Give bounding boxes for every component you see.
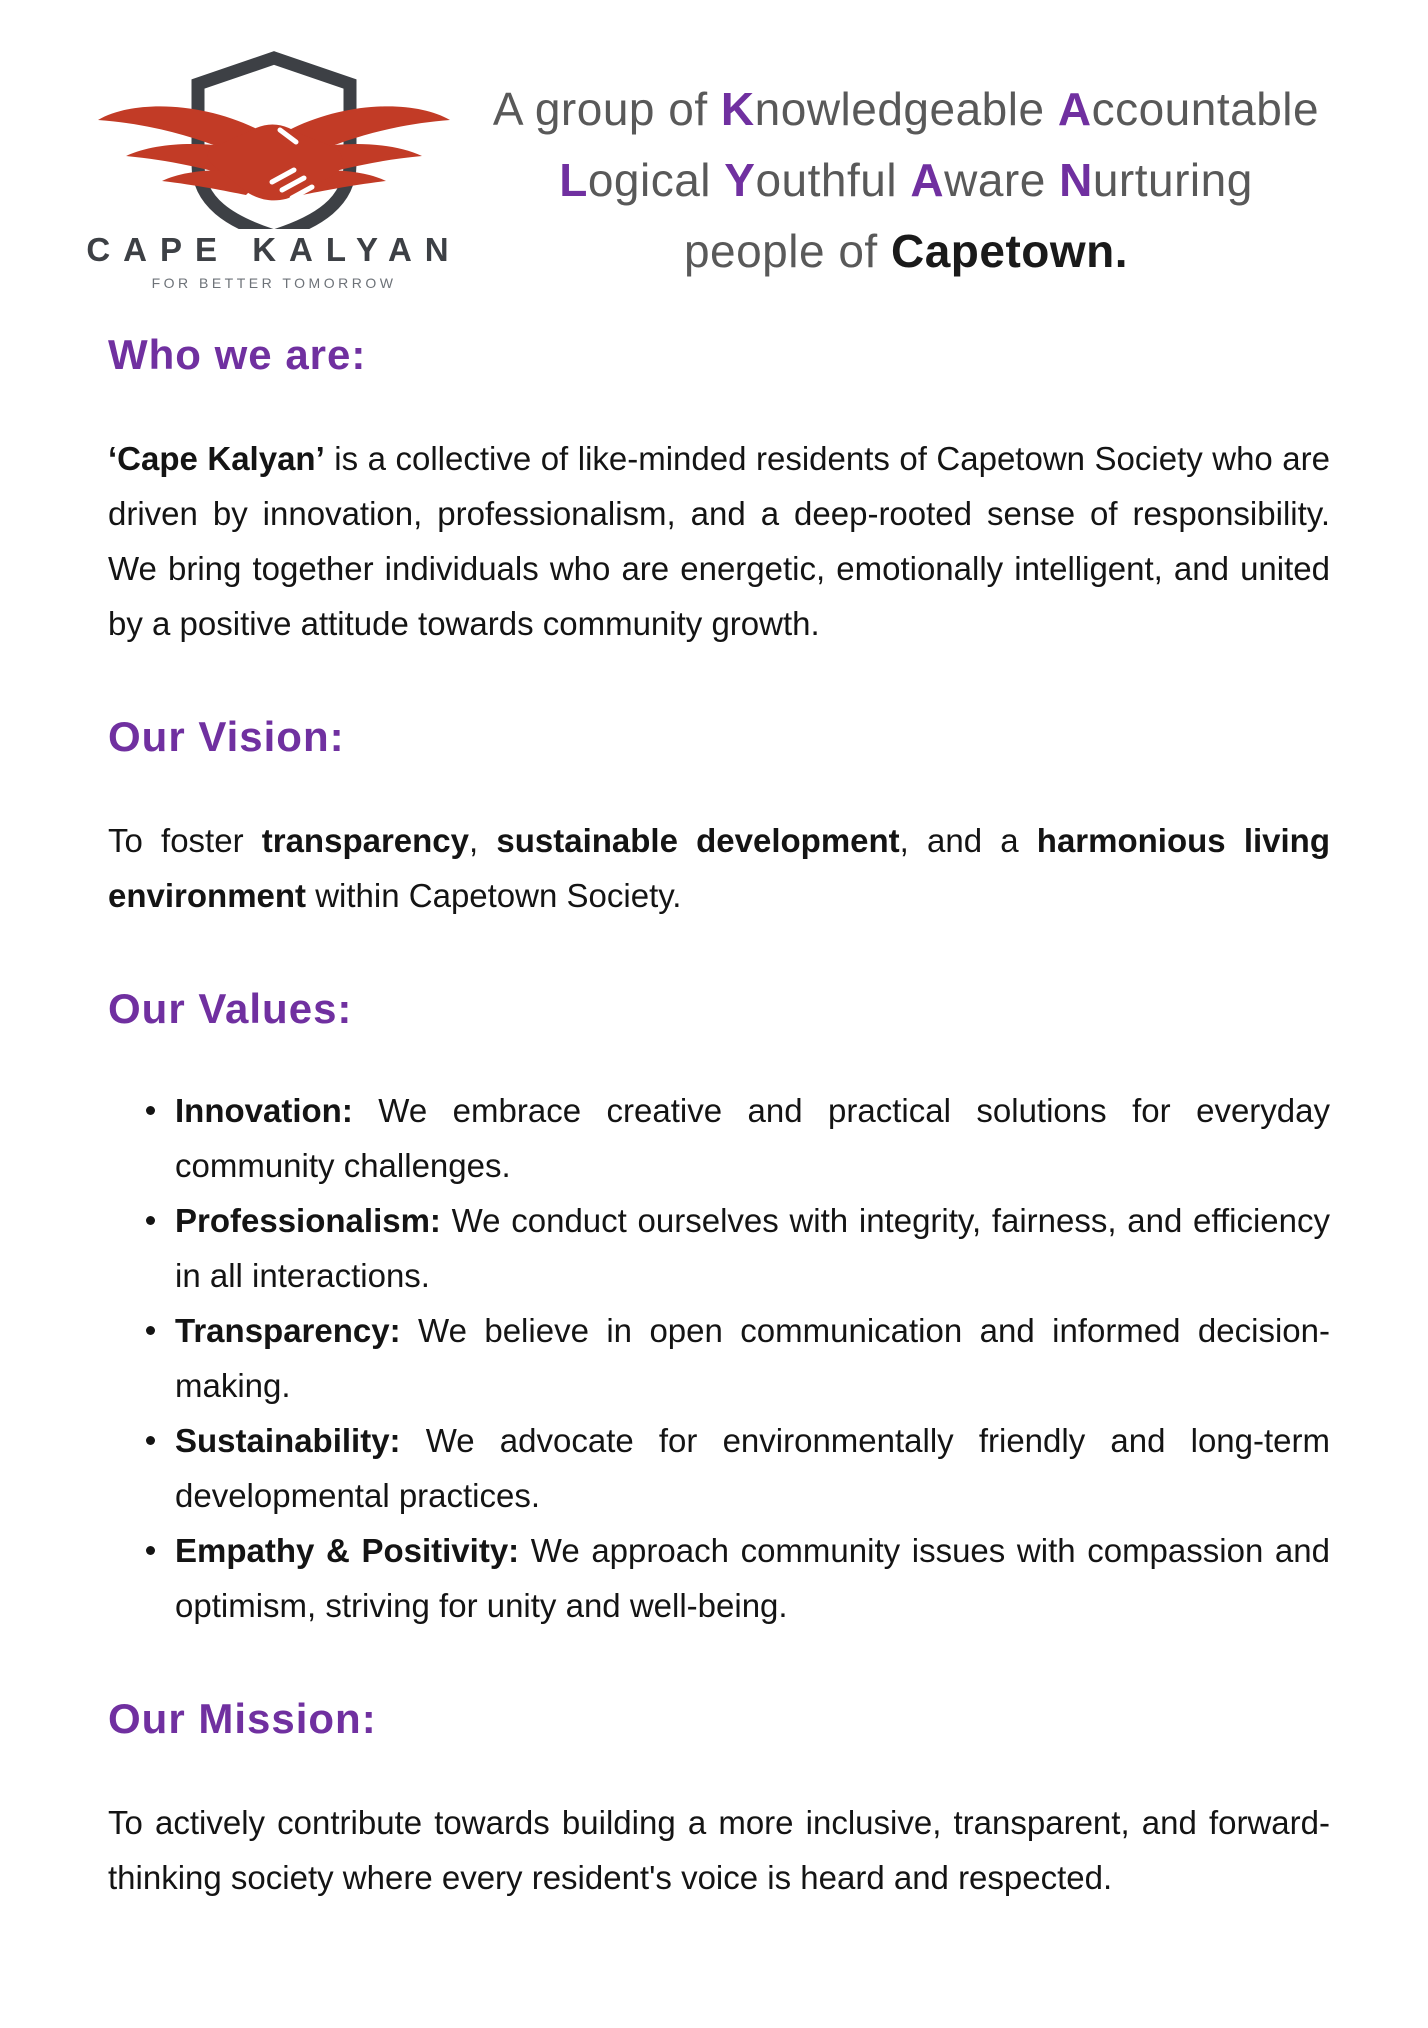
text-segment: N bbox=[1059, 154, 1093, 206]
vision-paragraph bbox=[108, 813, 1330, 923]
values-list-item bbox=[108, 1413, 1330, 1523]
value-term: Empathy & Positivity: bbox=[175, 1532, 531, 1569]
headline bbox=[464, 74, 1348, 287]
value-description: We believe in open communication and informed decision-making. bbox=[175, 1312, 1330, 1404]
text-segment: nowledgeable bbox=[754, 83, 1058, 135]
headline-line-3 bbox=[464, 216, 1348, 287]
text-segment: within Capetown Society. bbox=[306, 877, 682, 914]
text-segment: urturing bbox=[1092, 154, 1253, 206]
value-description: We conduct ourselves with integrity, fairness, and efficiency in all interactions. bbox=[175, 1202, 1330, 1294]
text-segment: To foster bbox=[108, 822, 262, 859]
values-list-item bbox=[108, 1193, 1330, 1303]
text-segment: L bbox=[559, 154, 588, 206]
text-segment: A bbox=[910, 154, 945, 206]
section-heading-our-mission: Our Mission: bbox=[108, 1695, 377, 1742]
who-we-are-paragraph bbox=[108, 431, 1330, 651]
masthead bbox=[0, 0, 1428, 291]
winged-handshake-shield-icon bbox=[84, 44, 464, 229]
value-term: Transparency: bbox=[175, 1312, 419, 1349]
text-segment: transparency bbox=[261, 822, 470, 859]
text-segment: A bbox=[1057, 83, 1092, 135]
text-segment: Capetown. bbox=[891, 225, 1129, 277]
headline-line-2 bbox=[464, 145, 1348, 216]
values-list bbox=[108, 1083, 1330, 1633]
logo-tagline: FOR BETTER TOMORROW bbox=[151, 275, 397, 291]
text-segment: , and a bbox=[899, 822, 1037, 859]
values-list-item bbox=[108, 1303, 1330, 1413]
value-term: Professionalism: bbox=[175, 1202, 452, 1239]
text-segment: ccountable bbox=[1091, 83, 1320, 135]
logo bbox=[84, 44, 464, 291]
logo-title: CAPE KALYAN bbox=[86, 231, 462, 268]
text-segment: people of bbox=[683, 225, 891, 277]
value-description: We approach community issues with compassion and optimism, striving for unity and well-being. bbox=[175, 1532, 1330, 1624]
text-segment: K bbox=[720, 83, 755, 135]
text-segment: To actively contribute towards building a more inclusive, transparent, and forward-thinking society where every resident's voice is heard and respected. bbox=[108, 1804, 1330, 1896]
document-body bbox=[0, 331, 1428, 1905]
text-segment: harmonious living environment bbox=[108, 822, 1330, 914]
text-segment: A group of bbox=[492, 83, 721, 135]
text-segment: , bbox=[469, 822, 497, 859]
text-segment: is a collective of like-minded residents of Capetown Society who are driven by innovation, professionalism, and a deep-rooted sense of responsibility. We bring together individuals who are energetic, emotionally intelligent, and united by a positive attitude towards community growth. bbox=[108, 440, 1330, 642]
value-description: We embrace creative and practical solutions for everyday community challenges. bbox=[175, 1092, 1330, 1184]
text-segment: ware bbox=[944, 154, 1060, 206]
values-list-item bbox=[108, 1523, 1330, 1633]
text-segment: ogical bbox=[587, 154, 725, 206]
value-term: Innovation: bbox=[175, 1092, 379, 1129]
headline-line-1 bbox=[464, 74, 1348, 145]
section-heading-our-values: Our Values: bbox=[108, 985, 353, 1032]
values-list-item bbox=[108, 1083, 1330, 1193]
text-segment: Y bbox=[724, 154, 756, 206]
value-term: Sustainability: bbox=[175, 1422, 426, 1459]
text-segment: ‘Cape Kalyan’ bbox=[108, 440, 325, 477]
section-heading-who-we-are: Who we are: bbox=[108, 331, 367, 378]
mission-paragraph bbox=[108, 1795, 1330, 1905]
text-segment: outhful bbox=[755, 154, 911, 206]
text-segment: sustainable development bbox=[496, 822, 900, 859]
value-description: We advocate for environmentally friendly and long-term developmental practices. bbox=[175, 1422, 1330, 1514]
section-heading-our-vision: Our Vision: bbox=[108, 713, 345, 760]
